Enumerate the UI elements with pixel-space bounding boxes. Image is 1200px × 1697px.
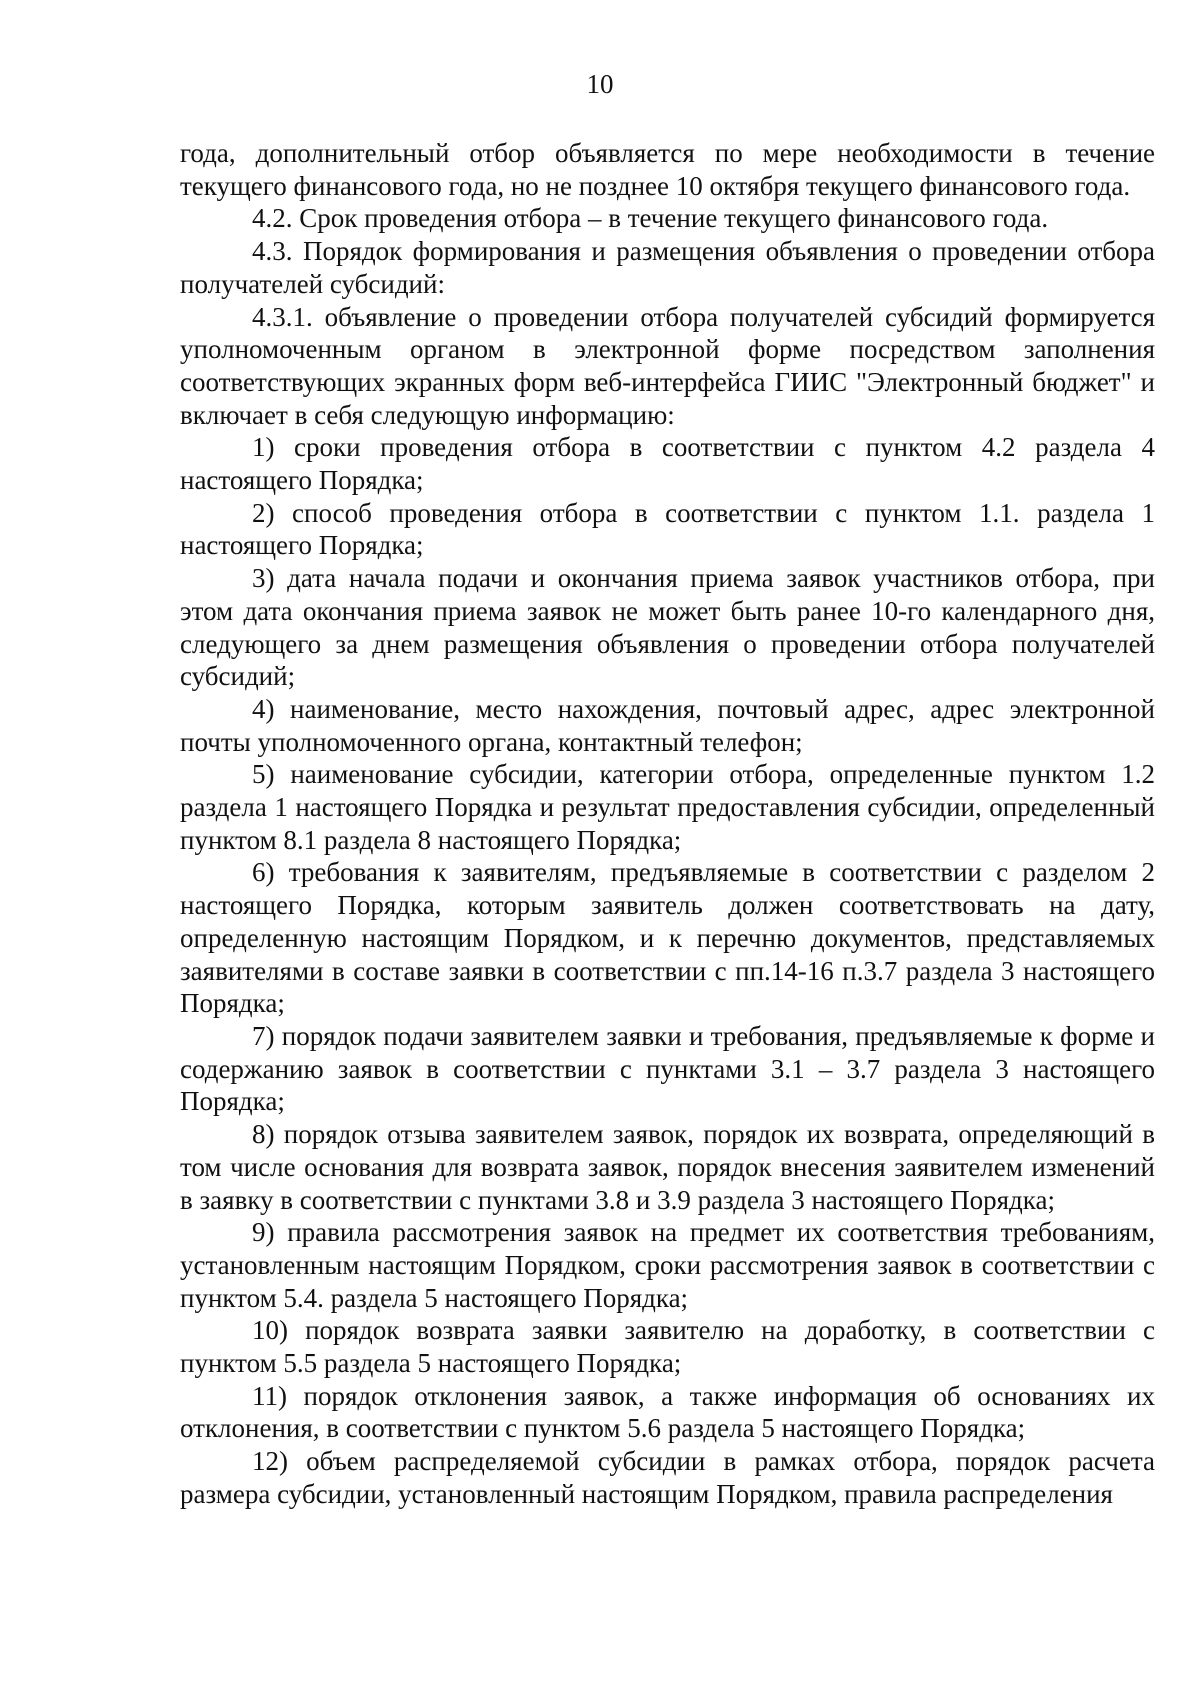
list-item-8: 8) порядок отзыва заявителем заявок, порядок их возврата, определяющий в том числе основания для возврата заявок, порядок внесения заявителем изменений в заявку в соответствии с пунктами 3.8 и 3.9 раздела 3 настоящего Порядка; (180, 1119, 1155, 1215)
paragraph-continuation: года, дополнительный отбор объявляется по мере необходимости в течение текущего финансового года, но не позднее 10 октября текущего финансового года. (180, 138, 1155, 201)
paragraph-4-3: 4.3. Порядок формирования и размещения объявления о проведении отбора получателей субсидий: (180, 236, 1155, 299)
list-item-3: 3) дата начала подачи и окончания приема заявок участников отбора, при этом дата окончания приема заявок не может быть ранее 10-го календарного дня, следующего за днем размещения объявления о проведении отбора получателей субсидий; (180, 563, 1155, 692)
list-item-10: 10) порядок возврата заявки заявителю на доработку, в соответствии с пунктом 5.5 раздела 5 настоящего Порядка; (180, 1315, 1155, 1379)
document-body (180, 137, 1155, 1511)
list-item-11: 11) порядок отклонения заявок, а также информация об основаниях их отклонения, в соответствии с пунктом 5.6 раздела 5 настоящего Порядка; (180, 1380, 1155, 1444)
list-item-7: 7) порядок подачи заявителем заявки и требования, предъявляемые к форме и содержанию заявок в соответствии с пунктами 3.1 – 3.7 раздела 3 настоящего Порядка; (180, 1020, 1155, 1117)
list-item-6: 6) требования к заявителям, предъявляемые в соответствии с разделом 2 настоящего Порядка, которым заявитель должен соответствовать на дату, определенную настоящим Порядком, и к перечню документов, представляемых заявителями в составе заявки в соответствии с пп.14-16 п.3.7 раздела 3 настоящего Порядка; (180, 857, 1155, 1019)
list-item-2: 2) способ проведения отбора в соответствии с пунктом 1.1. раздела 1 настоящего Порядка; (180, 497, 1155, 561)
paragraph-4-2: 4.2. Срок проведения отбора – в течение текущего финансового года. (252, 203, 1049, 234)
list-item-4: 4) наименование, место нахождения, почтовый адрес, адрес электронной почты уполномоченного органа, контактный телефон; (180, 693, 1155, 757)
list-item-12: 12) объем распределяемой субсидии в рамках отбора, порядок расчета размера субсидии, установленный настоящим Порядком, правила распределения (180, 1446, 1155, 1509)
paragraph-4-3-1: 4.3.1. объявление о проведении отбора получателей субсидий формируется уполномоченным органом в электронной форме посредством заполнения соответствующих экранных форм веб-интерфейса ГИИС "Электронный бюджет" и включает в себя следующую информацию: (180, 301, 1155, 430)
page-number: 10 (586, 69, 614, 99)
list-item-9: 9) правила рассмотрения заявок на предмет их соответствия требованиям, установленным настоящим Порядком, сроки рассмотрения заявок в соответствии с пунктом 5.4. раздела 5 настоящего Порядка; (180, 1217, 1155, 1313)
list-item-1: 1) сроки проведения отбора в соответствии с пунктом 4.2 раздела 4 настоящего Порядка; (180, 432, 1155, 496)
list-item-5: 5) наименование субсидии, категории отбора, определенные пунктом 1.2 раздела 1 настоящего Порядка и результат предоставления субсидии, определенный пунктом 8.1 раздела 8 настоящего Порядка; (180, 759, 1155, 855)
